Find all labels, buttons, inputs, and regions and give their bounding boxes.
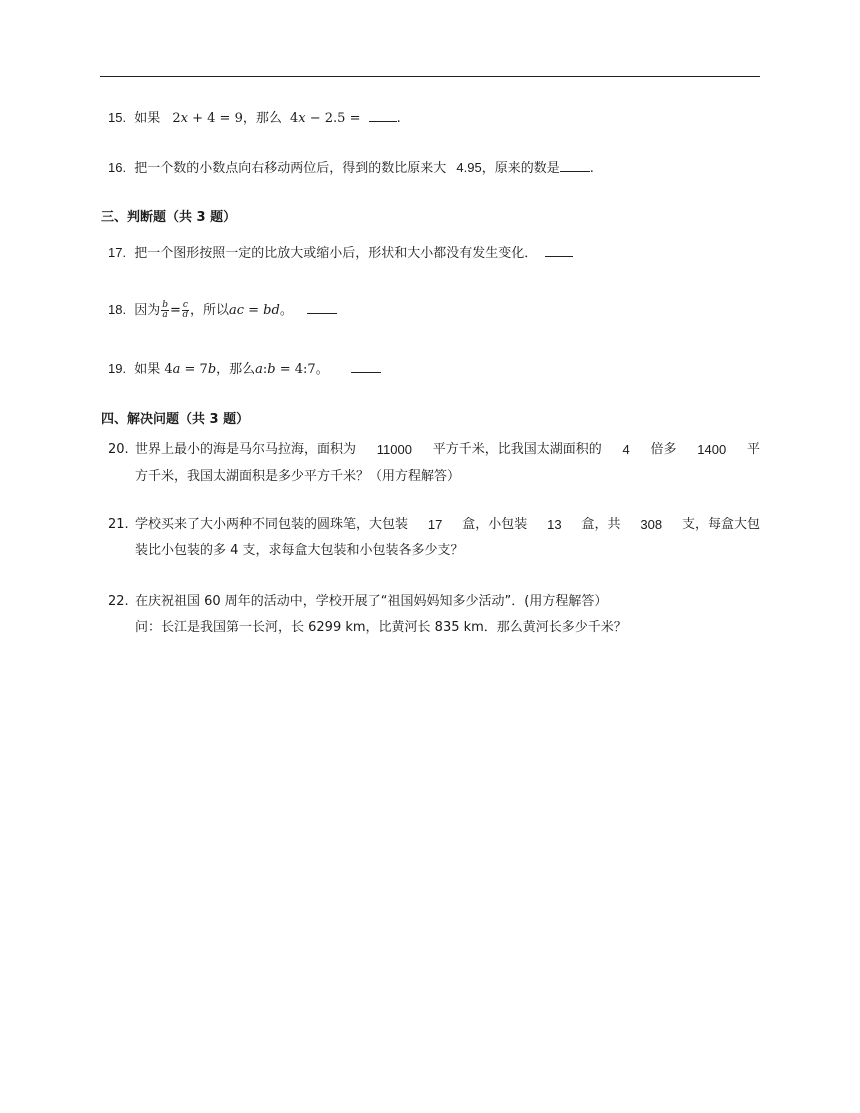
punctuation: 。 [315, 362, 329, 377]
value: 4 [622, 442, 630, 457]
question-15 [108, 107, 401, 128]
question-text: ，那么 [242, 111, 282, 126]
question-number: 19. [108, 361, 127, 376]
value: 17 [427, 517, 443, 532]
numerator: b [162, 300, 168, 310]
answer-blank[interactable] [369, 107, 397, 122]
numerator: c [182, 300, 188, 310]
fraction [182, 301, 189, 320]
value: 13 [547, 517, 562, 532]
question-21-line-1 [135, 516, 760, 534]
question-20-line-2: 方千米，我国太湖面积是多少平方千米？（用方程解答） [135, 469, 461, 484]
equation: 2𝑥 + 4 = 9 [172, 111, 243, 126]
question-text: 盒，共 [581, 517, 621, 532]
value: 308 [640, 517, 663, 532]
question-text: 学校买来了大小两种不同包装的圆珠笔，大包装 [135, 517, 409, 532]
header-rule [100, 76, 760, 77]
question-number: 22. [108, 594, 129, 609]
question-22-line-1: 在庆祝祖国 60 周年的活动中，学校开展了“祖国妈妈知多少活动”．(用方程解答） [135, 594, 608, 609]
value: 1400 [697, 442, 727, 457]
denominator: a [162, 310, 168, 320]
question-number: 20. [108, 442, 129, 457]
punctuation: . [589, 161, 594, 176]
denominator: d [182, 310, 189, 320]
answer-blank[interactable] [307, 299, 337, 314]
question-number: 16. [108, 160, 127, 175]
equation: 4𝑎 = 7𝑏 [164, 362, 217, 377]
question-number: 17. [108, 245, 127, 260]
answer-blank[interactable] [560, 157, 590, 172]
question-text: 如果 [134, 362, 161, 377]
question-text: 世界上最小的海是马尔马拉海，面积为 [135, 442, 357, 457]
question-number: 15. [108, 110, 127, 125]
section-heading: 三、判断题（共 3 题） [101, 210, 237, 225]
question-text: 盒，小包装 [462, 517, 528, 532]
question-text: 倍多 [650, 442, 677, 457]
question-text: ，那么 [216, 362, 256, 377]
section-heading: 四、解决问题（共 3 题） [101, 412, 250, 427]
punctuation: 。 [279, 303, 293, 318]
question-text: 把一个图形按照一定的比放大或缩小后，形状和大小都没有发生变化． [134, 246, 538, 261]
question-22-line-2: 问：长江是我国第一长河，长 6299 km，比黄河长 835 km．那么黄河长多少千米？ [135, 620, 627, 635]
question-text: ，原来的数是 [481, 161, 560, 176]
punctuation: . [396, 111, 401, 126]
answer-blank[interactable] [545, 242, 573, 257]
question-text: 把一个数的小数点向右移动两位后，得到的数比原来大 [134, 161, 447, 176]
question-20-line-1 [135, 441, 760, 459]
equation: 𝑎𝑐 = 𝑏𝑑 [228, 303, 280, 318]
value: 4.95 [456, 160, 482, 175]
equation: 4𝑥 − 2.5 = [290, 111, 361, 126]
question-21-line-2: 装比小包装的多 4 支，求每盒大包装和小包装各多少支？ [135, 543, 464, 558]
question-text: 如果 [134, 111, 161, 126]
question-16 [108, 157, 594, 178]
question-text: 平方千米，比我国太湖面积的 [432, 442, 602, 457]
value: 11000 [376, 442, 412, 457]
question-text: ，所以 [189, 303, 229, 318]
question-text: 平 [746, 442, 760, 457]
question-number: 18. [108, 302, 127, 317]
question-text: 因为 [134, 303, 161, 318]
equation: 𝑎:𝑏 = 4:7 [255, 362, 316, 377]
answer-blank[interactable] [351, 358, 381, 373]
question-18 [108, 299, 337, 320]
question-number: 21. [108, 517, 129, 532]
question-19 [108, 358, 381, 379]
fraction [161, 301, 169, 320]
equals-sign: = [170, 303, 181, 318]
question-17 [108, 242, 573, 263]
question-text: 支，每盒大包 [681, 517, 760, 532]
